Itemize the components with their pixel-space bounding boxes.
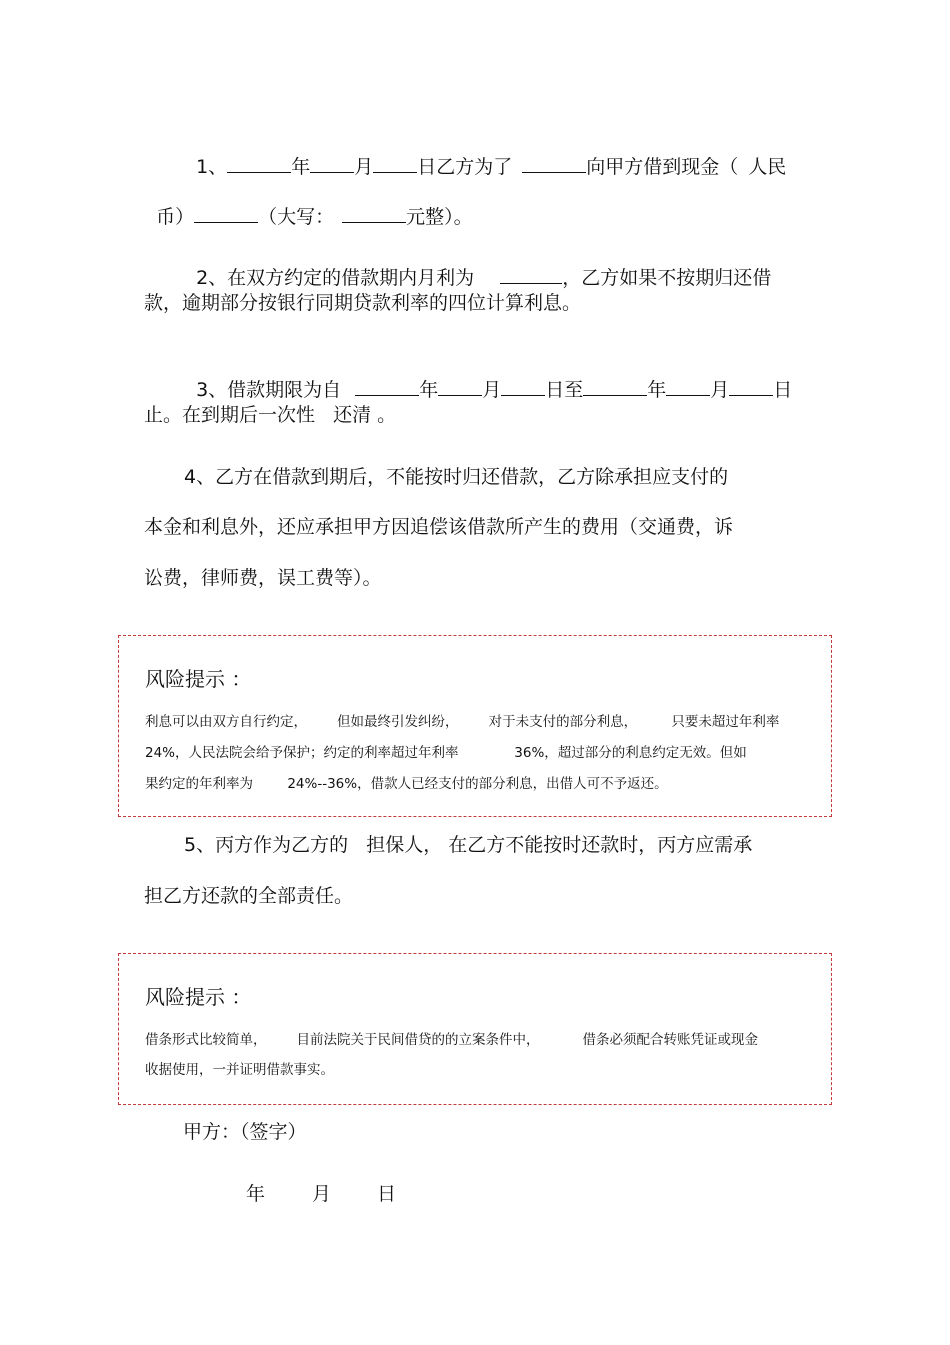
blank-month [310,154,354,173]
signature-day: 日 [377,1183,397,1205]
risk-notice-2-line-2: 收据使用，一并证明借款事实。 [145,1062,334,1078]
clause-4-line-2: 本金和利息外，还应承担甲方因追偿该借款所产生的费用（交通费，诉 [144,516,734,538]
risk-notice-title-2: 风险提示 ： [145,985,252,1009]
clause-2-text-a: 2、在双方约定的借款期内月利为 [196,267,475,289]
clause-1-rmb: 人民 [748,156,787,178]
clause-3-line-1 [184,353,792,402]
blank-day [373,154,417,173]
clause-1-upper: （大写： [258,206,335,228]
blank-year [227,154,291,173]
clause-5-line-2: 担乙方还款的全部责任。 [144,885,354,907]
clause-3-line-2: 止。在到期后一次性 还清 。 [144,404,397,426]
clause-3-month-2: 月 [710,379,730,401]
blank-end-year [583,377,647,396]
clause-1-borrow: 向甲方借到现金（ [586,156,739,178]
party-a-signature: 甲方：（签字） [183,1121,307,1143]
blank-start-month [438,377,482,396]
blank-end-month [666,377,710,396]
clause-1-yuan: 元整）。 [406,206,473,228]
risk-notice-1-line-1: 利息可以由双方自行约定， 但如最终引发纠纷， 对于未支付的部分利息， 只要未超过年利率 [145,714,780,730]
clause-1-year: 年 [291,156,311,178]
clause-3-lead: 3、借款期限为自 [196,379,342,401]
risk-notice-1-line-3: 果约定的年利率为 24%--36%，借款人已经支付的部分利息，出借人可不予返还。 [145,776,668,792]
clause-2-line-1 [184,241,771,290]
clause-4-line-3: 讼费，律师费，误工费等）。 [144,567,382,589]
clause-3-year-2: 年 [647,379,667,401]
blank-purpose [522,154,586,173]
clause-5-line-1: 5、丙方作为乙方的 担保人， 在乙方不能按时还款时，丙方应需承 [184,834,753,856]
clause-3-year: 年 [419,379,439,401]
risk-notice-2-line-1: 借条形式比较简单， 目前法院关于民间借贷的的立案条件中， 借条必须配合转账凭证或现金 [145,1032,758,1048]
risk-notice-1-line-2: 24%，人民法院会给予保护；约定的利率超过年利率 36%，超过部分的利息约定无效。但如 [145,745,747,761]
blank-start-year [355,377,419,396]
clause-1-number: 1、 [196,156,228,178]
risk-notice-box-2 [118,953,832,1105]
risk-notice-title-1: 风险提示 ： [145,667,252,691]
clause-1-month: 月 [354,156,374,178]
clause-4-line-1: 4、乙方在借款到期后，不能按时归还借款，乙方除承担应支付的 [184,466,729,488]
signature-year: 年 [246,1183,266,1205]
clause-1-line-2 [144,180,473,229]
clause-1-day: 日乙方为了 [417,156,513,178]
blank-amount-upper [342,204,406,223]
blank-amount [194,204,258,223]
blank-start-day [501,377,545,396]
clause-1-line-1 [184,130,786,179]
clause-2-line-2: 款，逾期部分按银行同期贷款利率的四位计算利息。 [144,292,582,314]
blank-end-day [729,377,773,396]
clause-2-text-b: ，乙方如果不按期归还借 [562,267,772,289]
risk-notice-box-1 [118,635,832,817]
clause-3-month: 月 [482,379,502,401]
clause-3-day-to: 日至 [545,379,584,401]
blank-interest [500,265,562,284]
signature-month: 月 [312,1183,332,1205]
clause-3-day-2: 日 [773,379,793,401]
clause-1-coin: 币） [156,206,195,228]
